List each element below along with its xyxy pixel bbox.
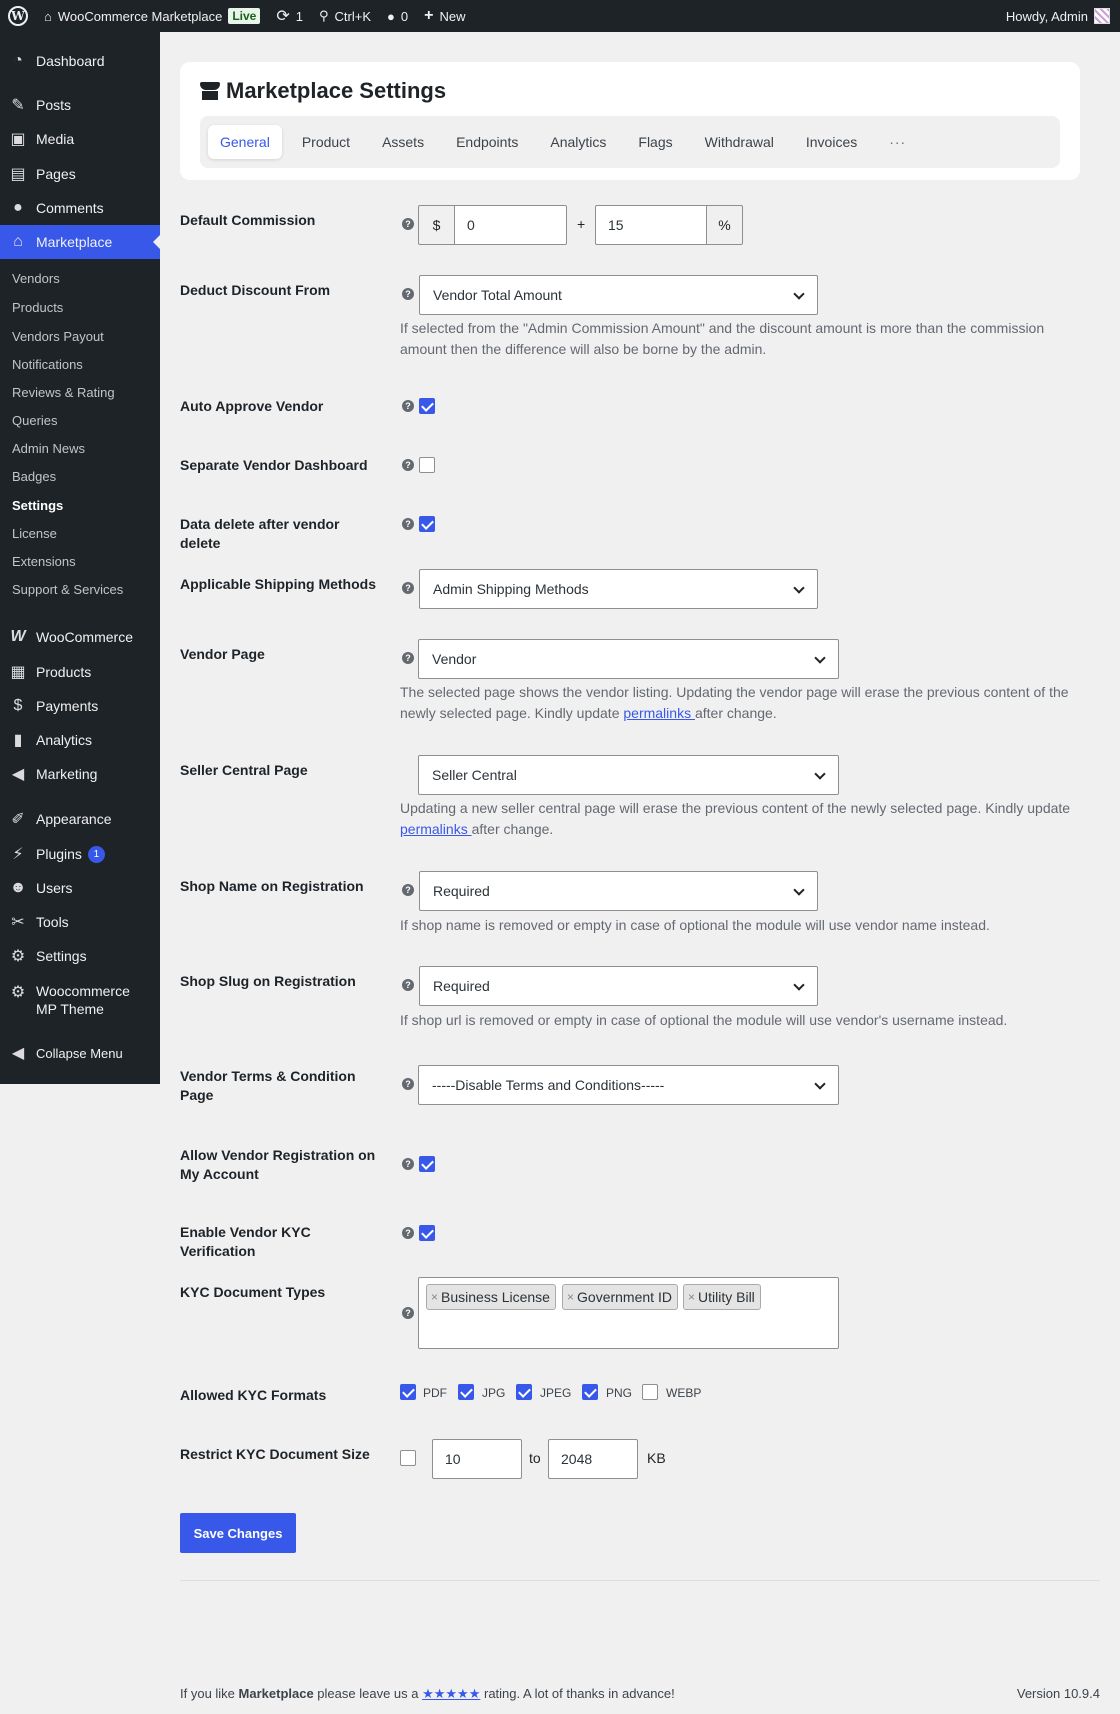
user-icon: ☻ bbox=[9, 879, 27, 896]
menu-label: MP Theme bbox=[36, 1001, 104, 1017]
shop-name-label: Shop Name on Registration bbox=[180, 878, 364, 894]
updates-link[interactable] bbox=[268, 0, 311, 32]
kyc-format-label: PDF bbox=[423, 1386, 447, 1400]
kyc-type-tag bbox=[562, 1284, 678, 1310]
brush-icon: ✐ bbox=[11, 811, 25, 828]
version-text: Version 10.9.4 bbox=[1016, 1686, 1100, 1701]
tab-analytics[interactable]: Analytics bbox=[550, 134, 607, 150]
allow-registration-checkbox[interactable] bbox=[419, 1156, 435, 1172]
settings-header-card bbox=[180, 62, 1080, 180]
chevron-down-icon bbox=[814, 652, 825, 663]
tag-remove-icon[interactable]: × bbox=[567, 1290, 575, 1304]
menu-plugins[interactable] bbox=[0, 837, 160, 871]
shop-slug-description: If shop url is removed or empty in case of optional the module will use vendor's username instead. bbox=[400, 1012, 1008, 1028]
help-icon[interactable]: ? bbox=[402, 1307, 414, 1319]
collapse-menu-button[interactable] bbox=[0, 1036, 160, 1070]
menu-analytics[interactable] bbox=[0, 723, 160, 757]
shop-slug-select[interactable] bbox=[419, 966, 818, 1006]
footer-text: If you like bbox=[180, 1686, 239, 1701]
submenu-queries[interactable]: Queries bbox=[12, 413, 58, 428]
help-icon[interactable]: ? bbox=[402, 979, 414, 991]
collapse-icon: ◀ bbox=[11, 1045, 25, 1062]
vendor-page-select[interactable] bbox=[418, 639, 839, 679]
dollar-icon: $ bbox=[13, 697, 23, 714]
seller-central-label: Seller Central Page bbox=[180, 762, 308, 778]
menu-label: Marketplace bbox=[36, 234, 113, 250]
plus-icon: + bbox=[424, 7, 434, 24]
kyc-format-label: JPEG bbox=[540, 1386, 572, 1400]
kyc-verification-label: Enable Vendor KYC Verification bbox=[180, 1224, 311, 1259]
menu-label: Dashboard bbox=[36, 53, 105, 69]
plus-sign: + bbox=[577, 216, 586, 232]
help-icon[interactable]: ? bbox=[402, 1078, 414, 1090]
submenu-vendors-payout[interactable]: Vendors Payout bbox=[12, 329, 104, 344]
dashboard-icon: ◔ bbox=[13, 52, 23, 69]
help-icon[interactable]: ? bbox=[402, 582, 414, 594]
shipping-methods-select[interactable] bbox=[419, 569, 818, 609]
tab-withdrawal[interactable]: Withdrawal bbox=[704, 134, 774, 150]
page-title-text: Marketplace Settings bbox=[226, 78, 447, 103]
submenu-support-services[interactable]: Support & Services bbox=[12, 582, 124, 597]
menu-label: Users bbox=[36, 880, 73, 896]
pin-icon: ✎ bbox=[11, 97, 25, 114]
select-value: Required bbox=[433, 883, 490, 899]
submenu-license[interactable]: License bbox=[12, 526, 57, 541]
help-icon[interactable]: ? bbox=[402, 652, 414, 664]
menu-label: Woocommerce bbox=[36, 983, 130, 999]
submenu-notifications[interactable]: Notifications bbox=[12, 357, 83, 372]
tab-general[interactable]: General bbox=[208, 125, 282, 159]
separate-dashboard-checkbox[interactable] bbox=[419, 457, 435, 473]
help-icon[interactable]: ? bbox=[402, 400, 414, 412]
submenu-settings[interactable]: Settings bbox=[12, 498, 64, 513]
submenu-extensions[interactable]: Extensions bbox=[12, 554, 76, 569]
chevron-down-icon bbox=[814, 768, 825, 779]
store-icon bbox=[200, 82, 220, 100]
shop-name-description: If shop name is removed or empty in case of optional the module will use vendor name instead. bbox=[400, 917, 990, 933]
archive-icon: ▦ bbox=[10, 664, 26, 681]
save-changes-button[interactable]: Save Changes bbox=[180, 1513, 296, 1553]
new-content-link[interactable] bbox=[416, 0, 473, 32]
seller-central-select[interactable] bbox=[418, 755, 839, 795]
auto-approve-label: Auto Approve Vendor bbox=[180, 398, 324, 414]
help-icon[interactable]: ? bbox=[402, 288, 414, 300]
menu-label: Marketing bbox=[36, 766, 98, 782]
submenu-admin-news[interactable]: Admin News bbox=[12, 441, 85, 456]
kyc-format-pdf-checkbox[interactable] bbox=[400, 1384, 416, 1400]
footer-text: please leave us a bbox=[313, 1686, 423, 1701]
to-label: to bbox=[529, 1450, 541, 1466]
tab-assets[interactable]: Assets bbox=[382, 134, 425, 150]
chevron-down-icon bbox=[793, 288, 804, 299]
search-shortcut: Ctrl+K bbox=[334, 8, 372, 24]
menu-label: Media bbox=[36, 131, 75, 147]
terms-page-label bbox=[180, 1067, 380, 1105]
menu-pages[interactable] bbox=[0, 157, 160, 191]
submenu-products[interactable]: Products bbox=[12, 300, 64, 315]
submenu-vendors[interactable]: Vendors bbox=[12, 271, 60, 286]
menu-label: WooCommerce bbox=[36, 629, 133, 645]
comments-count: 0 bbox=[400, 8, 409, 24]
footer-text: rating. A lot of thanks in advance! bbox=[480, 1686, 675, 1701]
data-delete-label: Data delete after vendor delete bbox=[180, 516, 340, 551]
howdy-text: Howdy, Admin bbox=[1005, 8, 1088, 24]
tab-product[interactable]: Product bbox=[301, 134, 351, 150]
menu-label: Products bbox=[36, 664, 92, 680]
help-icon[interactable]: ? bbox=[402, 1158, 414, 1170]
kyc-format-label: PNG bbox=[606, 1386, 633, 1400]
separate-dashboard-label: Separate Vendor Dashboard bbox=[180, 457, 368, 473]
menu-label: Appearance bbox=[36, 811, 112, 827]
menu-dashboard[interactable] bbox=[0, 44, 160, 78]
kyc-format-jpeg-checkbox[interactable] bbox=[516, 1384, 532, 1400]
menu-label: Plugins bbox=[36, 846, 82, 862]
select-value: -----Disable Terms and Conditions----- bbox=[432, 1077, 665, 1093]
shipping-methods-label: Applicable Shipping Methods bbox=[180, 576, 376, 592]
kyc-type-tag bbox=[426, 1284, 556, 1310]
shop-name-select[interactable] bbox=[419, 871, 818, 911]
allow-registration-label bbox=[180, 1146, 380, 1184]
terms-page-select[interactable] bbox=[418, 1065, 839, 1105]
tab-invoices[interactable]: Invoices bbox=[805, 134, 858, 150]
menu-payments[interactable] bbox=[0, 689, 160, 723]
submenu-badges[interactable]: Badges bbox=[12, 469, 57, 484]
select-value: Vendor bbox=[432, 651, 477, 667]
kyc-format-png-checkbox[interactable] bbox=[582, 1384, 598, 1400]
kyc-format-label: WEBP bbox=[666, 1386, 702, 1400]
label-line: Vendor Terms & Condition bbox=[180, 1068, 356, 1084]
page-title bbox=[200, 78, 446, 104]
shop-slug-label: Shop Slug on Registration bbox=[180, 973, 356, 989]
deduct-discount-description: If selected from the "Admin Commission Amount" and the discount amount is more than the commission amount then the difference will also be borne by the admin. bbox=[400, 320, 1045, 357]
currency-addon: $ bbox=[418, 205, 455, 245]
tag-remove-icon[interactable]: × bbox=[688, 1290, 696, 1304]
settings-tabs bbox=[200, 116, 1060, 168]
select-value: Vendor Total Amount bbox=[433, 287, 562, 303]
kyc-type-tag bbox=[683, 1284, 761, 1310]
kyc-size-label: Restrict KYC Document Size bbox=[180, 1446, 370, 1462]
site-name: WooCommerce Marketplace bbox=[57, 8, 223, 24]
menu-label: Posts bbox=[36, 97, 72, 113]
vendor-page-description bbox=[400, 682, 1080, 724]
tab-flags[interactable]: Flags bbox=[638, 134, 673, 150]
wordpress-icon: W bbox=[8, 6, 28, 26]
help-icon[interactable]: ? bbox=[402, 218, 414, 230]
command-search-button[interactable] bbox=[311, 0, 379, 32]
help-icon[interactable]: ? bbox=[402, 518, 414, 530]
label-line: Page bbox=[180, 1087, 214, 1103]
tag-label: Utility Bill bbox=[698, 1289, 755, 1305]
permalinks-link[interactable]: permalinks bbox=[400, 821, 472, 837]
tabs-more-button[interactable]: ··· bbox=[889, 134, 907, 150]
select-value: Seller Central bbox=[432, 767, 517, 783]
menu-label: Settings bbox=[36, 948, 87, 964]
kyc-formats-label: Allowed KYC Formats bbox=[180, 1387, 327, 1403]
kyc-types-label: KYC Document Types bbox=[180, 1284, 326, 1300]
admin-bar bbox=[0, 0, 1120, 32]
default-commission-label: Default Commission bbox=[180, 212, 316, 228]
chevron-down-icon bbox=[793, 582, 804, 593]
menu-label: Payments bbox=[36, 698, 99, 714]
menu-label: Tools bbox=[36, 914, 69, 930]
tag-label: Business License bbox=[441, 1289, 550, 1305]
bar-chart-icon: ▮ bbox=[13, 732, 23, 749]
menu-posts[interactable] bbox=[0, 88, 160, 122]
menu-tools[interactable] bbox=[0, 905, 160, 939]
chevron-down-icon bbox=[793, 884, 804, 895]
kyc-format-jpg-checkbox[interactable] bbox=[458, 1384, 474, 1400]
percent-commission-input[interactable]: 15 bbox=[595, 205, 707, 245]
fixed-commission-input[interactable]: 0 bbox=[454, 205, 567, 245]
help-icon[interactable]: ? bbox=[402, 459, 414, 471]
plugins-update-badge: 1 bbox=[88, 846, 105, 863]
seller-central-description bbox=[400, 798, 1080, 840]
plug-icon: ⚡ bbox=[12, 846, 24, 863]
live-badge: Live bbox=[228, 8, 260, 24]
menu-appearance[interactable] bbox=[0, 802, 160, 836]
tab-endpoints[interactable]: Endpoints bbox=[456, 134, 519, 150]
vendor-page-label: Vendor Page bbox=[180, 646, 265, 662]
kyc-size-checkbox[interactable] bbox=[400, 1450, 416, 1466]
footer-rating-text bbox=[180, 1686, 675, 1702]
updates-count: 1 bbox=[295, 8, 303, 24]
description-text: after change. bbox=[694, 705, 777, 721]
select-value: Admin Shipping Methods bbox=[433, 581, 589, 597]
avatar bbox=[1094, 8, 1110, 24]
menu-label: Comments bbox=[36, 200, 104, 216]
store-icon: ⌂ bbox=[13, 233, 23, 250]
kyc-format-webp-checkbox[interactable] bbox=[642, 1384, 658, 1400]
select-value: Required bbox=[433, 978, 490, 994]
site-name-link[interactable] bbox=[36, 0, 268, 32]
submenu-reviews-rating[interactable]: Reviews & Rating bbox=[12, 385, 115, 400]
menu-comments[interactable] bbox=[0, 191, 160, 225]
sliders-icon: ⚙ bbox=[10, 948, 26, 965]
menu-label: Analytics bbox=[36, 732, 93, 748]
woocommerce-icon: W bbox=[10, 628, 26, 645]
kyc-verification-checkbox[interactable] bbox=[419, 1225, 435, 1241]
menu-media[interactable] bbox=[0, 122, 160, 156]
comments-link[interactable] bbox=[379, 0, 416, 32]
description-text: after change. bbox=[471, 821, 554, 837]
kb-unit: KB bbox=[647, 1450, 666, 1466]
auto-approve-checkbox[interactable] bbox=[419, 398, 435, 414]
deduct-discount-select[interactable] bbox=[419, 275, 818, 315]
tag-label: Government ID bbox=[577, 1289, 672, 1305]
refresh-icon: ⟳ bbox=[276, 8, 290, 25]
menu-label-wrap bbox=[36, 982, 130, 1018]
description-text: The selected page shows the vendor listing. Updating the vendor page will erase the previous content of the newly selected page. Kindly update bbox=[400, 684, 1069, 721]
my-account-link[interactable] bbox=[998, 0, 1120, 32]
megaphone-icon: ◀ bbox=[11, 766, 25, 783]
divider bbox=[180, 1580, 1100, 1581]
menu-users[interactable] bbox=[0, 871, 160, 905]
menu-products[interactable] bbox=[0, 655, 160, 689]
menu-marketplace[interactable] bbox=[0, 225, 160, 259]
comment-icon: ● bbox=[13, 199, 23, 216]
media-icon: ▣ bbox=[10, 131, 26, 148]
comment-icon: ● bbox=[387, 8, 395, 24]
menu-woocommerce[interactable] bbox=[0, 620, 160, 654]
kyc-types-multiselect[interactable] bbox=[418, 1277, 839, 1349]
menu-label: Collapse Menu bbox=[36, 1045, 123, 1061]
menu-settings[interactable] bbox=[0, 939, 160, 973]
chevron-down-icon bbox=[793, 979, 804, 990]
menu-marketing[interactable] bbox=[0, 757, 160, 791]
label-line: Allow Vendor Registration on bbox=[180, 1147, 376, 1163]
pages-icon: ▤ bbox=[10, 166, 26, 183]
new-label: New bbox=[439, 8, 466, 24]
rating-stars-link[interactable]: ★★★★★ bbox=[422, 1686, 481, 1701]
permalinks-link[interactable]: permalinks bbox=[623, 705, 695, 721]
description-text: Updating a new seller central page will erase the previous content of the newly selected page. Kindly update bbox=[400, 800, 1071, 816]
kyc-size-min-input[interactable]: 10 bbox=[432, 1439, 522, 1479]
help-icon[interactable]: ? bbox=[402, 1227, 414, 1239]
search-icon: ⚲ bbox=[319, 8, 329, 23]
wrench-icon: ✂ bbox=[11, 914, 25, 931]
footer-brand: Marketplace bbox=[238, 1686, 314, 1701]
kyc-format-label: JPG bbox=[482, 1386, 506, 1400]
menu-label: Pages bbox=[36, 166, 76, 182]
kyc-size-max-input[interactable]: 2048 bbox=[548, 1439, 638, 1479]
chevron-down-icon bbox=[814, 1078, 825, 1089]
tag-remove-icon[interactable]: × bbox=[431, 1290, 439, 1304]
label-line: My Account bbox=[180, 1166, 259, 1182]
admin-sidebar bbox=[0, 32, 160, 1084]
data-delete-checkbox[interactable] bbox=[419, 516, 435, 532]
help-icon[interactable]: ? bbox=[402, 884, 414, 896]
home-icon: ⌂ bbox=[44, 8, 52, 24]
deduct-discount-label: Deduct Discount From bbox=[180, 282, 331, 298]
menu-mp-theme[interactable] bbox=[0, 982, 160, 1028]
percent-addon: % bbox=[706, 205, 743, 245]
wordpress-logo-button[interactable] bbox=[0, 0, 36, 32]
gear-icon: ⚙ bbox=[10, 984, 26, 1001]
